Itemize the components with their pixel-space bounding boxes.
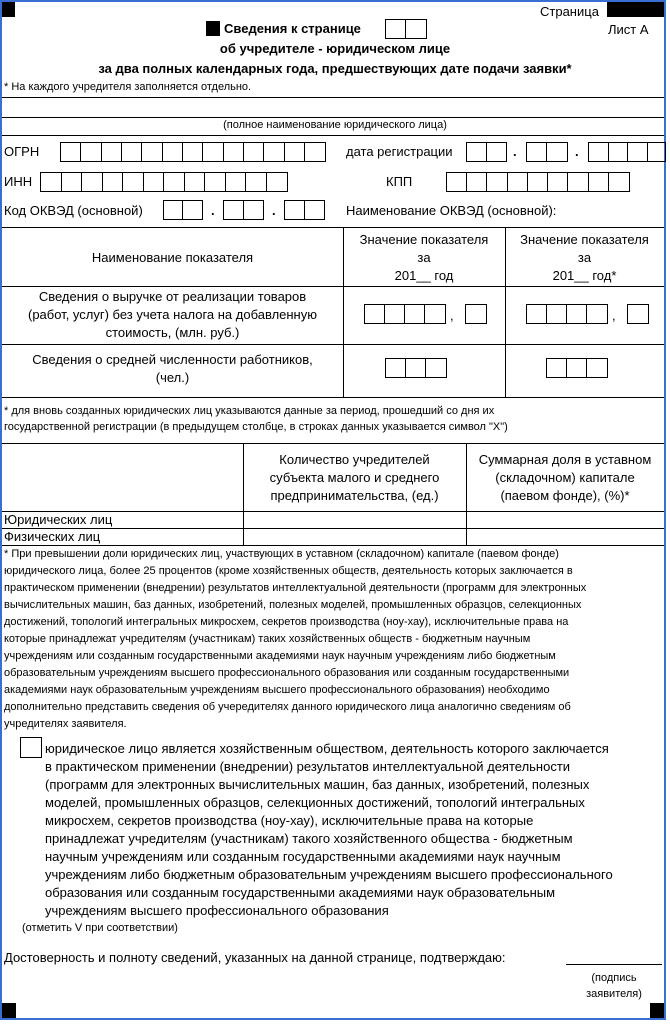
okved-separator: . — [272, 203, 276, 218]
col-year1-header-line2: за — [417, 250, 431, 265]
col-count-header-line3: предпринимательства, (ед.) — [270, 488, 439, 503]
fullname-field-line — [2, 117, 664, 118]
table-border — [2, 443, 664, 444]
corner-marker — [653, 2, 664, 17]
col-share-header-line2: (складочном) капитале — [495, 470, 635, 485]
divider — [2, 135, 664, 136]
revenue-year2-decimal-cell[interactable] — [627, 304, 649, 324]
col-year2-header-line1: Значение показателя — [520, 232, 649, 247]
note-share-line: юридического лица, более 25 процентов (кроме хозяйственных обществ, деятельность которых заключается в — [4, 565, 573, 577]
date-separator: . — [575, 144, 579, 159]
corner-marker — [2, 1003, 16, 1018]
col-count-header-line2: субъекта малого и среднего — [269, 470, 440, 485]
row-revenue-line1: Сведения о выручке от реализации товаров — [38, 289, 307, 304]
note-share-line: образовательным учреждениям высшего профессионального образования или созданным государственными — [4, 667, 570, 679]
note-share-line: дополнительно представить сведения об учередителях данного юридического лица аналогично сведениям об — [4, 701, 571, 713]
signature-caption-line1: (подпись — [591, 972, 637, 984]
row-physical-label: Физических лиц — [4, 529, 101, 544]
note-share-line: достижений, топологий интегральных микросхем, секретов производства (ноу-хау), исключительные права на — [4, 616, 569, 628]
checkbox-statement-line: образования или созданным государственными академиями наук образовательным — [45, 885, 556, 900]
checkbox-statement-line: (программ для электронных вычислительных машин, баз данных, изобретений, полезных — [45, 777, 590, 792]
corner-marker — [607, 2, 653, 17]
row-staff-line2: (чел.) — [155, 370, 190, 385]
revenue-year2-cells[interactable] — [526, 304, 608, 324]
checkbox-statement-line: юридическое лицо является хозяйственным обществом, деятельность которого заключается — [45, 741, 609, 756]
okved-code-cells-3[interactable] — [284, 200, 325, 220]
checkbox-statement-line: в практическом применении (внедрении) результатов интеллектуальной деятельности — [45, 759, 571, 774]
col-year1-header-line1: Значение показателя — [359, 232, 489, 247]
inn-label: ИНН — [4, 174, 33, 189]
kpp-label: КПП — [386, 174, 413, 189]
checkbox-statement-line: принадлежат учредителям (участникам) такого хозяйственного общества - бюджетным — [45, 831, 573, 846]
revenue-year1-cells[interactable] — [364, 304, 446, 324]
reg-date-label: дата регистрации — [346, 144, 453, 159]
corner-marker — [650, 1003, 664, 1018]
note-share-line: учреждениям или созданным государственными академиями наук научным учреждениям либо бюджетным — [4, 650, 556, 662]
note-share-line: учредителях заявителя. — [4, 718, 127, 730]
signature-line[interactable] — [566, 964, 662, 965]
checkbox-statement-line: научным учреждениям или созданным государственными академиями наук научным — [45, 849, 561, 864]
reg-year-cells[interactable] — [588, 142, 666, 162]
table-border — [2, 545, 664, 546]
corner-marker — [2, 2, 15, 17]
sheet-label: Лист А — [608, 22, 649, 37]
inn-input-cells[interactable] — [40, 172, 288, 192]
okved-code-cells-2[interactable] — [223, 200, 264, 220]
okved-separator: . — [211, 203, 215, 218]
title-marker — [206, 21, 220, 36]
col-count-header-line1: Количество учредителей — [279, 452, 430, 467]
staff-year2-cells[interactable] — [546, 358, 608, 378]
table-border — [2, 528, 664, 529]
staff-year1-cells[interactable] — [385, 358, 447, 378]
row-revenue-line2: (работ, услуг) без учета налога на добавленную — [28, 307, 317, 322]
title-line-2: об учредителе - юридическом лице — [219, 41, 451, 56]
ogrn-input-cells[interactable] — [60, 142, 326, 162]
checkbox-statement-line: микросхем, секретов производства (ноу-хау), исключительные права на которые — [45, 813, 534, 828]
checkbox-statement-line: моделей, промышленных образцов, селекционных достижений, топологий интегральных — [45, 795, 585, 810]
table-border — [2, 227, 664, 228]
note-share-line: * При превышении доли юридических лиц, участвующих в уставном (складочном) капитале (паевом фонде) — [4, 548, 559, 560]
note-new-entity-line1: * для вновь созданных юридических лиц указываются данные за период, прошедший со дня их — [4, 405, 495, 417]
note-each-founder: * На каждого учредителя заполняется отдельно. — [4, 81, 252, 93]
reg-month-cells[interactable] — [526, 142, 568, 162]
signature-caption-line2: заявителя) — [586, 988, 642, 1000]
table-border — [2, 286, 664, 287]
okved-name-label: Наименование ОКВЭД (основной): — [346, 203, 557, 218]
page-number-label: Страница — [540, 4, 599, 19]
col-year1-header-line3: 201__ год — [394, 268, 454, 283]
kpp-input-cells[interactable] — [446, 172, 630, 192]
note-share-line: вычислительных машин, баз данных, изобретений, полезных моделей, промышленных образцов, селекционных — [4, 599, 582, 611]
table-border — [2, 344, 664, 345]
col-share-header-line1: Суммарная доля в уставном — [478, 452, 652, 467]
decimal-comma: , — [612, 308, 616, 323]
row-staff-line1: Сведения о средней численности работников, — [32, 352, 313, 367]
checkbox-statement-line: учреждениям либо бюджетным образовательным учреждениям высшего профессионального — [45, 867, 613, 882]
row-revenue-line3: стоимость, (млн. руб.) — [105, 325, 240, 340]
col-name-header: Наименование показателя — [91, 250, 254, 265]
note-new-entity-line2: государственной регистрации (в предыдущем столбце, в строках данных указывается символ "Х") — [4, 421, 508, 433]
col-share-header-line3: (паевом фонде), (%)* — [500, 488, 630, 503]
note-share-line: практическом применении (внедрении) результатов интеллектуальной деятельности (программ для электронных — [4, 582, 587, 594]
col-year2-header-line3: 201__ год* — [552, 268, 617, 283]
decimal-comma: , — [450, 308, 454, 323]
fullname-caption: (полное наименование юридического лица) — [223, 119, 447, 131]
title-line-3: за два полных календарных года, предшествующих дате подачи заявки* — [98, 61, 572, 76]
okved-code-label: Код ОКВЭД (основной) — [4, 203, 143, 218]
reg-day-cells[interactable] — [466, 142, 507, 162]
revenue-year1-decimal-cell[interactable] — [465, 304, 487, 324]
ogrn-label: ОГРН — [4, 144, 40, 159]
checkbox-hint: (отметить V при соответствии) — [22, 922, 178, 934]
note-share-line: академиями наук образовательным учреждениям высшего профессионального образования) необходимо — [4, 684, 550, 696]
row-legal-label: Юридических лиц — [4, 512, 113, 527]
confirm-text: Достоверность и полноту сведений, указанных на данной странице, подтверждаю: — [4, 950, 506, 965]
page-ref-cells[interactable] — [385, 19, 427, 39]
hes-checkbox[interactable] — [20, 737, 42, 758]
date-separator: . — [513, 144, 517, 159]
note-share-line: которые принадлежат учредителям (участникам) таких хозяйственных обществ - бюджетным научным — [4, 633, 531, 645]
checkbox-statement-line: учреждениям высшего профессионального образования — [45, 903, 389, 918]
okved-code-cells-1[interactable] — [163, 200, 203, 220]
table-border — [2, 397, 664, 398]
title-line-1: Сведения к странице — [224, 21, 361, 36]
divider — [2, 97, 664, 98]
col-year2-header-line2: за — [577, 250, 592, 265]
